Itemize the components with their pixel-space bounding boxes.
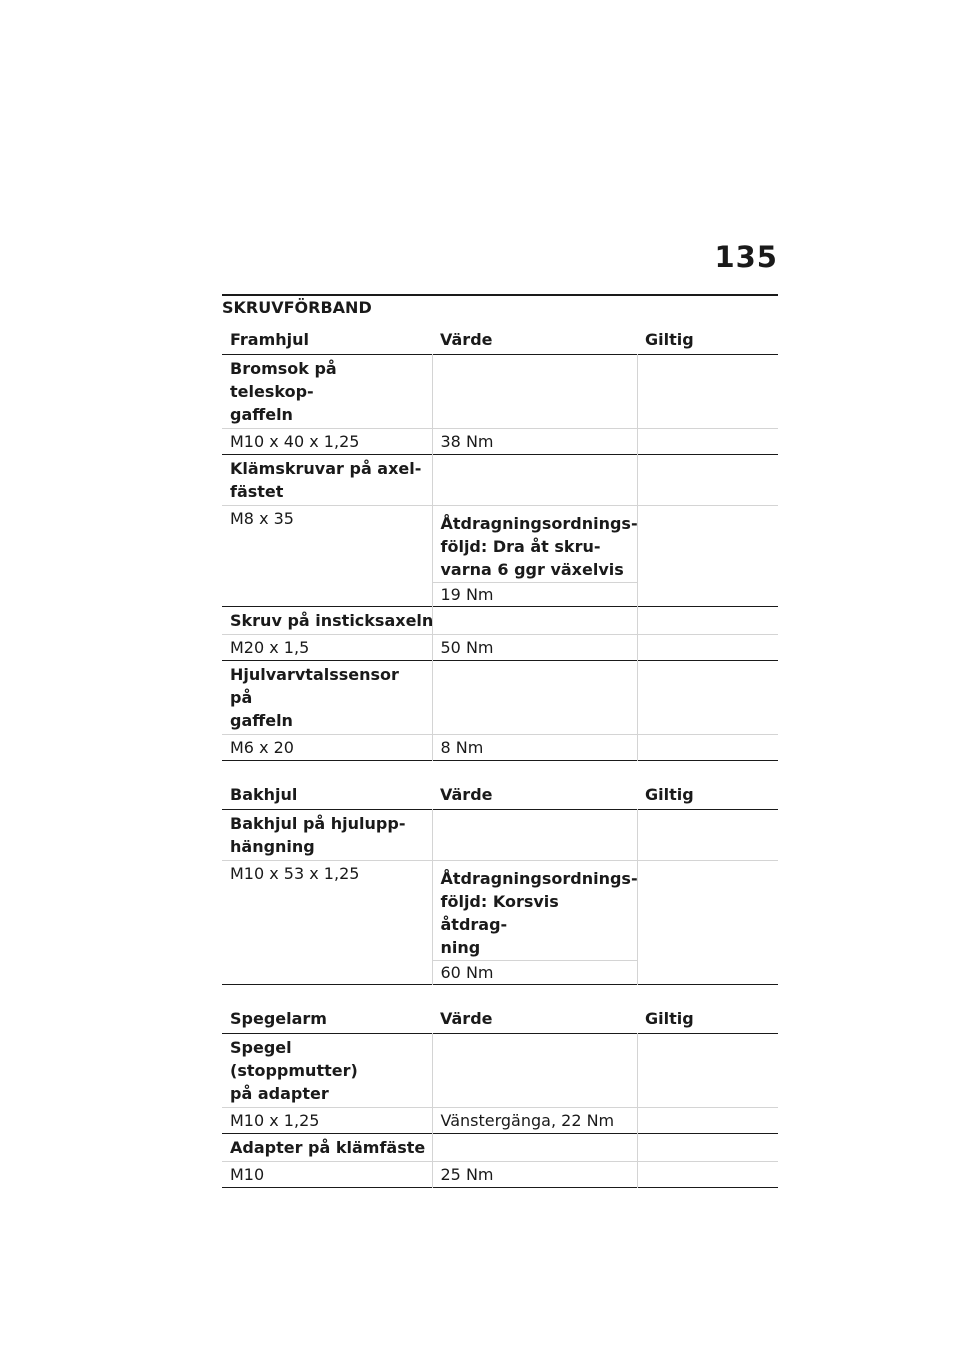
header-value: Värde <box>440 1008 493 1028</box>
item-name: Skruv på insticksaxeln <box>230 611 434 630</box>
item-spec: M10 x 53 x 1,25 <box>230 864 360 883</box>
item-value: 60 Nm <box>432 961 637 985</box>
item-value: 38 Nm <box>432 429 637 455</box>
table-framhjul <box>222 322 778 761</box>
item-value: 19 Nm <box>432 583 637 607</box>
header-component: Bakhjul <box>230 784 298 804</box>
item-name: Klämskruvar på axel- fästet <box>230 459 422 501</box>
item-value: 50 Nm <box>432 635 637 661</box>
table-row <box>222 1134 778 1162</box>
table-row <box>222 810 778 861</box>
item-value: 8 Nm <box>432 735 637 761</box>
header-valid: Giltig <box>645 784 694 804</box>
table-row <box>222 635 778 661</box>
item-spec: M10 x 40 x 1,25 <box>230 432 360 451</box>
item-spec: M8 x 35 <box>230 509 294 528</box>
table-bakhjul <box>222 777 778 985</box>
table-row <box>222 429 778 455</box>
table-row <box>222 1034 778 1108</box>
item-name: Spegel (stoppmutter) på adapter <box>230 1038 358 1103</box>
item-spec: M10 <box>230 1165 265 1184</box>
item-value: 25 Nm <box>432 1162 637 1188</box>
item-name: Hjulvarvtalssensor på gaffeln <box>230 665 399 730</box>
table-row <box>222 455 778 506</box>
item-spec: M20 x 1,5 <box>230 638 310 657</box>
table-row <box>222 1162 778 1188</box>
table-row <box>222 861 778 961</box>
item-spec: M10 x 1,25 <box>230 1111 320 1130</box>
item-value: Vänstergänga, 22 Nm <box>432 1108 637 1134</box>
table-row <box>222 506 778 583</box>
torque-tables <box>222 322 778 1188</box>
table-spegelarm <box>222 1001 778 1188</box>
table-row <box>222 661 778 735</box>
table-row <box>222 607 778 635</box>
item-note: Åtdragningsordnings- följd: Korsvis åtdrag- ning <box>432 861 637 961</box>
header-rule <box>222 294 778 296</box>
header-valid: Giltig <box>645 1008 694 1028</box>
item-name: Bromsok på teleskop- gaffeln <box>230 359 337 424</box>
table-row <box>222 355 778 429</box>
item-spec: M6 x 20 <box>230 738 294 757</box>
table-header <box>222 777 778 810</box>
item-name: Adapter på klämfäste <box>230 1138 426 1157</box>
table-row <box>222 735 778 761</box>
header-valid: Giltig <box>645 329 694 349</box>
header-component: Framhjul <box>230 329 310 349</box>
header-value: Värde <box>440 784 493 804</box>
item-note: Åtdragningsordnings- följd: Dra åt skru- varna 6 ggr växelvis <box>432 506 637 583</box>
table-header <box>222 322 778 355</box>
table-header <box>222 1001 778 1034</box>
header-component: Spegelarm <box>230 1008 327 1028</box>
page-number: 135 <box>714 240 778 274</box>
header-value: Värde <box>440 329 493 349</box>
item-name: Bakhjul på hjulupp- hängning <box>230 814 406 856</box>
table-row <box>222 1108 778 1134</box>
section-title: SKRUVFÖRBAND <box>222 298 372 317</box>
